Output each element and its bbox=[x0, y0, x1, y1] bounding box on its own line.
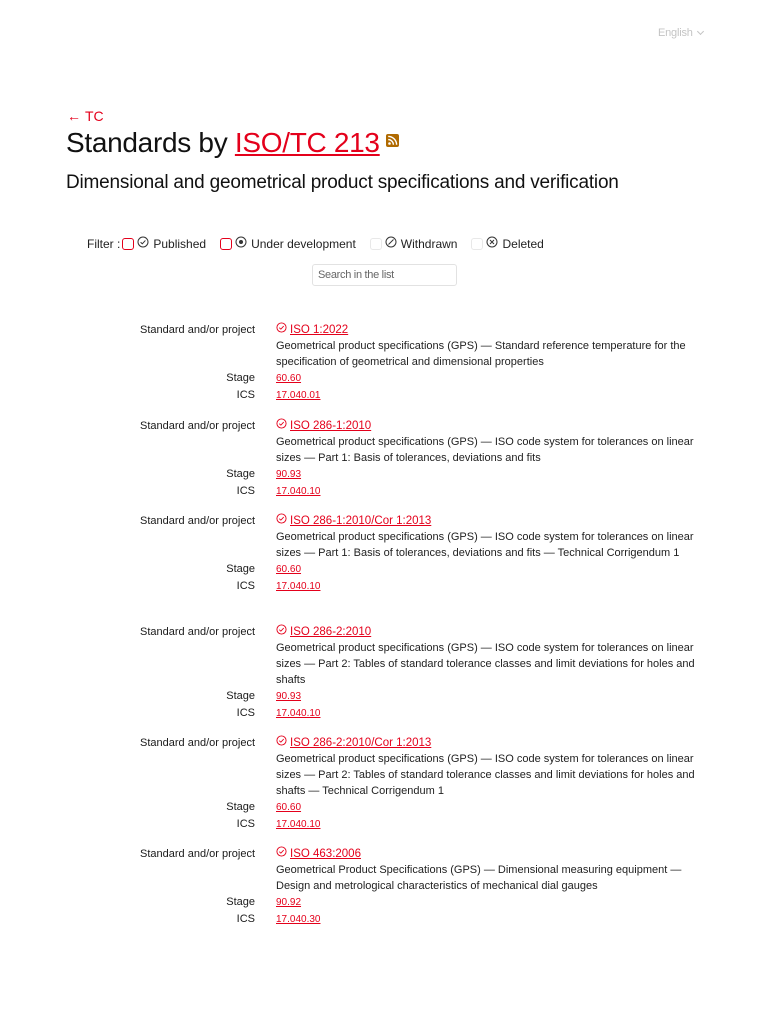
stage-label: Stage bbox=[226, 563, 255, 575]
ics-link[interactable]: 17.040.10 bbox=[276, 708, 321, 719]
standard-entry bbox=[0, 735, 768, 846]
search-input[interactable] bbox=[312, 264, 457, 286]
published-status-icon bbox=[276, 624, 287, 640]
ics-label: ICS bbox=[236, 818, 255, 830]
page-title-prefix: Standards by bbox=[66, 127, 235, 158]
standards-list bbox=[0, 322, 768, 942]
published-status-icon bbox=[276, 322, 287, 338]
filter-published-checkbox[interactable] bbox=[122, 238, 134, 250]
standard-link[interactable] bbox=[276, 513, 431, 529]
standard-link[interactable] bbox=[276, 624, 371, 640]
standard-label: Standard and/or project bbox=[140, 420, 255, 432]
standard-entry bbox=[0, 624, 768, 735]
published-status-icon bbox=[137, 236, 149, 251]
standard-label: Standard and/or project bbox=[140, 626, 255, 638]
standard-reference: ISO 286-2:2010 bbox=[290, 626, 372, 638]
filter-withdrawn-label: Withdrawn bbox=[400, 236, 458, 251]
standard-reference: ISO 286-1:2010/Cor 1:2013 bbox=[290, 515, 432, 527]
published-status-icon bbox=[276, 513, 287, 529]
filter-deleted[interactable] bbox=[471, 236, 543, 251]
under-development-status-icon bbox=[235, 236, 247, 251]
standard-label: Standard and/or project bbox=[140, 848, 255, 860]
filter-under-development-label: Under development bbox=[251, 236, 356, 251]
standard-reference: ISO 286-1:2010 bbox=[290, 420, 372, 432]
standard-entry bbox=[0, 418, 768, 513]
ics-link[interactable]: 17.040.01 bbox=[276, 390, 321, 401]
ics-label: ICS bbox=[236, 707, 255, 719]
chevron-down-icon bbox=[697, 28, 704, 35]
standard-link[interactable] bbox=[276, 418, 371, 434]
published-status-icon bbox=[276, 846, 287, 862]
standard-entry bbox=[0, 513, 768, 624]
filter-withdrawn-checkbox[interactable] bbox=[370, 238, 382, 250]
filter-withdrawn[interactable] bbox=[370, 236, 458, 251]
stage-link[interactable]: 60.60 bbox=[276, 564, 302, 575]
published-status-icon bbox=[276, 418, 287, 434]
standard-reference: ISO 1:2022 bbox=[290, 324, 349, 336]
back-to-tc-link[interactable] bbox=[67, 108, 104, 124]
ics-link[interactable]: 17.040.30 bbox=[276, 914, 321, 925]
stage-link[interactable]: 90.93 bbox=[276, 691, 302, 702]
standard-title: Geometrical product specifications (GPS) — Standard reference temperature for the specification of geometrical and dimensional properties bbox=[276, 340, 686, 368]
standard-title: Geometrical product specifications (GPS) — ISO code system for tolerances on linear sizes — Part 2: Tables of standard tolerance classes and limit deviations for holes and shafts — Technical Corrigendum 1 bbox=[276, 753, 695, 797]
filter-under-development-checkbox[interactable] bbox=[220, 238, 232, 250]
stage-label: Stage bbox=[226, 690, 255, 702]
standard-reference: ISO 286-2:2010/Cor 1:2013 bbox=[290, 737, 432, 749]
stage-link[interactable]: 60.60 bbox=[276, 373, 302, 384]
stage-label: Stage bbox=[226, 896, 255, 908]
ics-label: ICS bbox=[236, 389, 255, 401]
deleted-status-icon bbox=[486, 236, 498, 251]
standard-entry bbox=[0, 846, 768, 942]
standard-link[interactable] bbox=[276, 735, 431, 751]
committee-link[interactable]: ISO/TC 213 bbox=[234, 127, 380, 158]
standard-link[interactable] bbox=[276, 322, 348, 338]
language-label: English bbox=[658, 27, 693, 39]
rss-feed-icon[interactable] bbox=[386, 134, 399, 147]
ics-link[interactable]: 17.040.10 bbox=[276, 486, 321, 497]
ics-link[interactable]: 17.040.10 bbox=[276, 819, 321, 830]
standard-link[interactable] bbox=[276, 846, 361, 862]
ics-link[interactable]: 17.040.10 bbox=[276, 581, 321, 592]
stage-link[interactable]: 90.93 bbox=[276, 469, 302, 480]
filter-under-development[interactable] bbox=[220, 236, 356, 251]
committee-subtitle: Dimensional and geometrical product specifications and verification bbox=[66, 172, 619, 193]
standard-title: Geometrical product specifications (GPS) — ISO code system for tolerances on linear sizes — Part 2: Tables of standard tolerance classes and limit deviations for holes and shafts bbox=[276, 642, 695, 686]
stage-label: Stage bbox=[226, 468, 255, 480]
stage-link[interactable]: 90.92 bbox=[276, 897, 302, 908]
stage-link[interactable]: 60.60 bbox=[276, 802, 302, 813]
standard-title: Geometrical product specifications (GPS) — ISO code system for tolerances on linear sizes — Part 1: Basis of tolerances, deviations and fits bbox=[276, 436, 694, 464]
standard-label: Standard and/or project bbox=[140, 737, 255, 749]
standard-title: Geometrical Product Specifications (GPS) — Dimensional measuring equipment — Design and metrological characteristics of mechanical dial gauges bbox=[276, 864, 682, 892]
filter-deleted-label: Deleted bbox=[502, 236, 544, 251]
filter-label: Filter : bbox=[87, 236, 121, 251]
standard-reference: ISO 463:2006 bbox=[290, 848, 361, 860]
stage-label: Stage bbox=[226, 372, 255, 384]
standard-label: Standard and/or project bbox=[140, 515, 255, 527]
standard-title: Geometrical product specifications (GPS) — ISO code system for tolerances on linear sizes — Part 1: Basis of tolerances, deviations and fits — Technical Corrigendum 1 bbox=[276, 531, 694, 559]
ics-label: ICS bbox=[236, 580, 255, 592]
status-filter bbox=[87, 236, 558, 251]
language-selector[interactable] bbox=[658, 27, 703, 39]
standard-label: Standard and/or project bbox=[140, 324, 255, 336]
standard-entry bbox=[0, 322, 768, 418]
stage-label: Stage bbox=[226, 801, 255, 813]
ics-label: ICS bbox=[236, 913, 255, 925]
withdrawn-status-icon bbox=[385, 236, 397, 251]
page-title bbox=[66, 127, 399, 159]
published-status-icon bbox=[276, 735, 287, 751]
arrow-left-icon: ← bbox=[67, 108, 81, 124]
ics-label: ICS bbox=[236, 485, 255, 497]
filter-published[interactable] bbox=[122, 236, 206, 251]
back-link-label: TC bbox=[85, 108, 104, 124]
filter-deleted-checkbox[interactable] bbox=[471, 238, 483, 250]
filter-published-label: Published bbox=[153, 236, 207, 251]
